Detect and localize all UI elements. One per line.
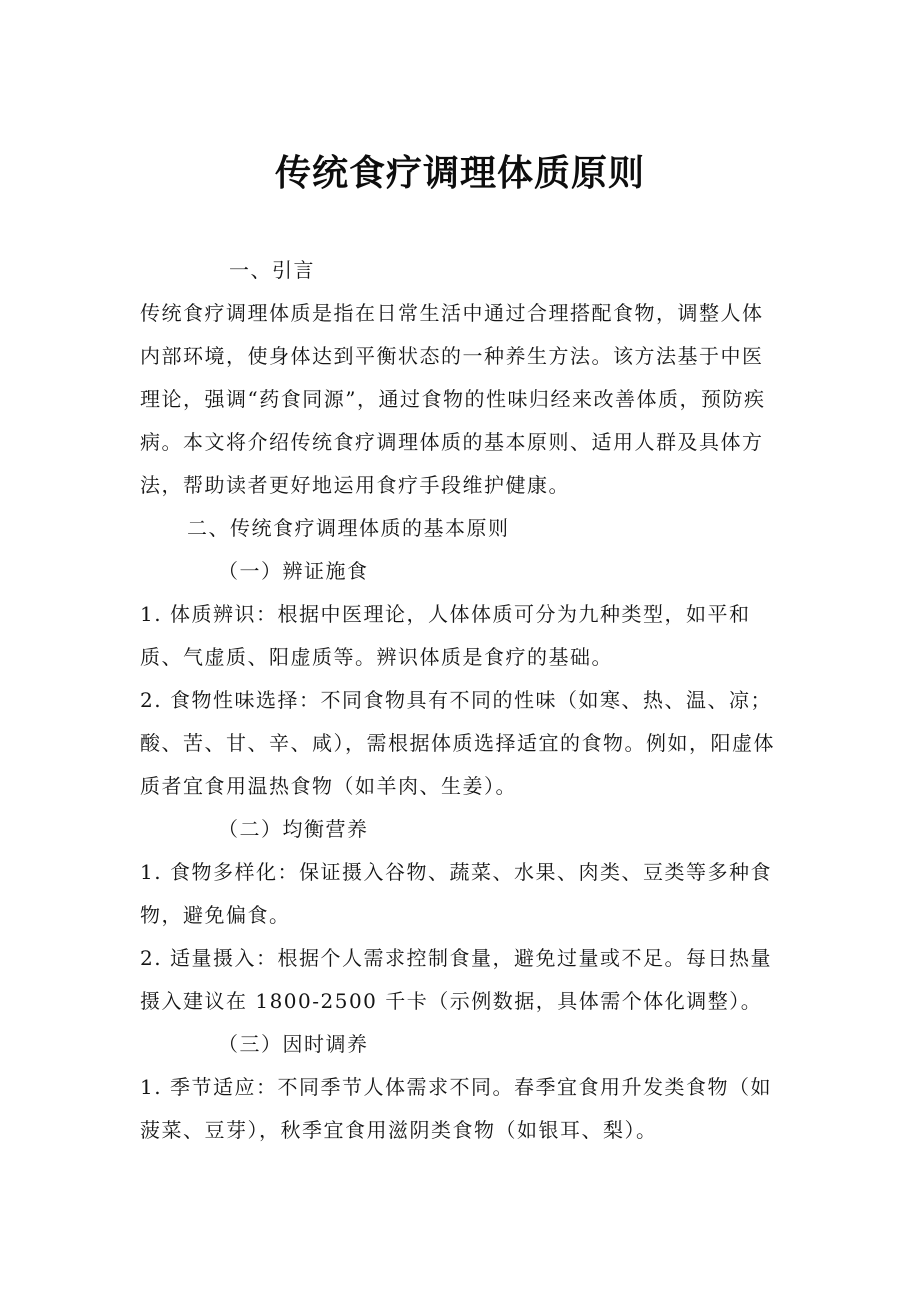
subsection-heading-seasonal-care: （三）因时调养 bbox=[218, 1032, 369, 1056]
list-item-line: 2. 食物性味选择：不同食物具有不同的性味（如寒、热、温、凉； bbox=[140, 688, 772, 712]
list-item-line: 1. 食物多样化：保证摄入谷物、蔬菜、水果、肉类、豆类等多种食 bbox=[140, 860, 772, 884]
section-heading-introduction: 一、引言 bbox=[229, 258, 315, 282]
list-item-line: 物，避免偏食。 bbox=[140, 903, 291, 927]
list-item-line: 2. 适量摄入：根据个人需求控制食量，避免过量或不足。每日热量 bbox=[140, 946, 772, 970]
paragraph-line: 病。本文将介绍传统食疗调理体质的基本原则、适用人群及具体方 bbox=[140, 430, 764, 454]
paragraph-line: 内部环境，使身体达到平衡状态的一种养生方法。该方法基于中医 bbox=[140, 344, 764, 368]
list-item-line: 质、气虚质、阳虚质等。辨识体质是食疗的基础。 bbox=[140, 645, 613, 669]
paragraph-line: 理论，强调“药食同源”，通过食物的性味归经来改善体质，预防疾 bbox=[140, 387, 766, 411]
subsection-heading-syndrome-diet: （一）辨证施食 bbox=[218, 559, 369, 583]
section-heading-principles: 二、传统食疗调理体质的基本原则 bbox=[187, 516, 510, 540]
list-item-line: 酸、苦、甘、辛、咸），需根据体质选择适宜的食物。例如，阳虚体 bbox=[140, 731, 775, 755]
list-item-line: 摄入建议在 1800-2500 千卡（示例数据，具体需个体化调整）。 bbox=[140, 989, 763, 1013]
paragraph-line: 传统食疗调理体质是指在日常生活中通过合理搭配食物，调整人体 bbox=[140, 301, 764, 325]
document-title: 传统食疗调理体质原则 bbox=[274, 153, 645, 194]
list-item-line: 质者宜食用温热食物（如羊肉、生姜）。 bbox=[140, 774, 517, 798]
list-item-line: 1. 体质辨识：根据中医理论，人体体质可分为九种类型，如平和 bbox=[140, 602, 751, 626]
paragraph-line: 法，帮助读者更好地运用食疗手段维护健康。 bbox=[140, 473, 570, 497]
list-item-line: 1. 季节适应：不同季节人体需求不同。春季宜食用升发类食物（如 bbox=[140, 1075, 772, 1099]
subsection-heading-balanced-nutrition: （二）均衡营养 bbox=[218, 817, 369, 841]
list-item-line: 菠菜、豆芽），秋季宜食用滋阴类食物（如银耳、梨）。 bbox=[140, 1118, 658, 1142]
